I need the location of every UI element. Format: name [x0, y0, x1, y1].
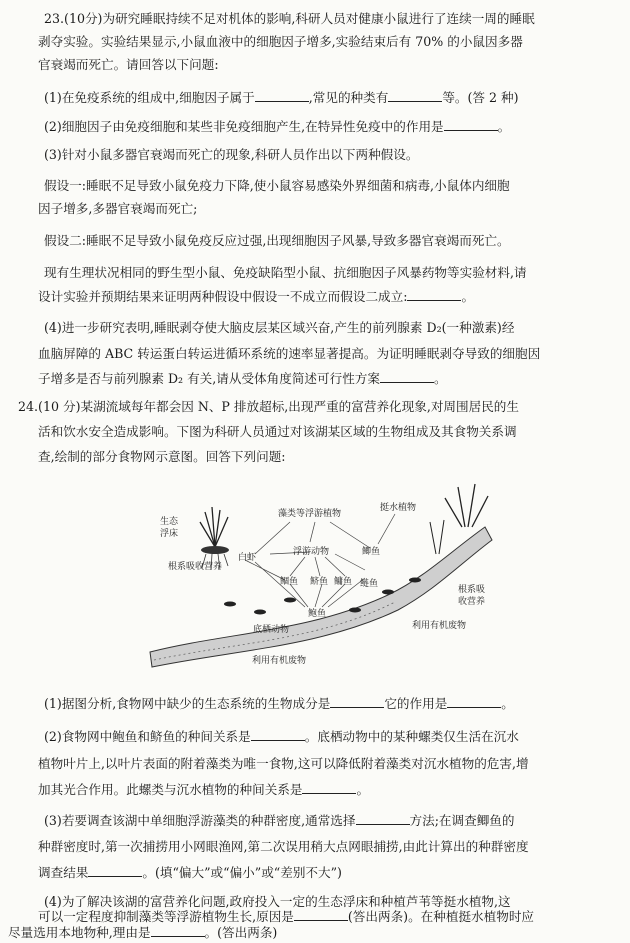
label-root-absorb-2b: 收营养: [458, 597, 486, 607]
q23-part1: [0, 89, 630, 107]
q24-part1-a: (1)据图分析,食物网中缺少的生态系统的生物成分是: [44, 696, 331, 711]
label-root-absorb: 根系吸收营养: [168, 562, 223, 572]
q24-part3-line-1: [0, 812, 630, 830]
q23-part4-text: 子增多是否与前列腺素 D₂ 有关,请从受体角度简述可行性方案: [38, 371, 380, 386]
label-emergent: 挺水植物: [380, 503, 417, 513]
q24-part2-a: (2)食物网中鲍鱼和鲚鱼的种间关系是: [44, 729, 251, 744]
q23-part4-line-2: 血脑屏障的 ABC 转运蛋白转运进循环系统的速率显著提高。为证明睡眠剥夺导致的细胞因: [38, 346, 541, 361]
label-fish-lian: 鲢鱼: [360, 579, 379, 589]
answer-blank: [407, 288, 461, 301]
q23-stem-line-2: 剥夺实验。实验结果显示,小鼠血液中的细胞因子增多,实验结束后有 70% 的小鼠因多器: [38, 34, 523, 49]
q24-part3-d: 。(填“偏大”或“偏小”或“差别不大”): [142, 865, 342, 880]
hypothesis-1-line-2: 因子增多,多器官衰竭而死亡;: [38, 201, 198, 216]
floating-bed-plant: [200, 507, 229, 570]
label-benthos: 底栖动物: [253, 625, 290, 635]
q24-part4-c: 尽量选用本地物种,理由是: [8, 925, 151, 940]
q23-part2-a: (2)细胞因子由免疫细胞和某些非免疫细胞产生,在特异性免疫中的作用是: [44, 119, 444, 134]
hypothesis-1-line-1: 假设一:睡眠不足导致小鼠免疫力下降,使小鼠容易感染外界细菌和病毒,小鼠体内细胞: [44, 178, 510, 193]
label-fish-gu: 鲴鱼: [280, 577, 299, 587]
q24-part3-line-3: [0, 864, 630, 882]
label-zooplankton: 浮游动物: [293, 547, 330, 557]
label-fish-ji: 鲫鱼: [362, 547, 381, 557]
answer-blank: [255, 89, 309, 102]
q23-stem-line-1: 23.(10分)为研究睡眠持续不足对机体的影响,科研人员对健康小鼠进行了连续一周的睡眠: [44, 11, 535, 26]
q23-part2-b: 。: [497, 119, 511, 134]
label-eco-bed-1: 生态: [160, 517, 179, 527]
q23-part2: [0, 118, 630, 136]
answer-blank: [251, 728, 305, 741]
q24-part4-line-1: (4)为了解决该湖的富营养化问题,政府投入一定的生态浮床和种植芦苇等挺水植物,这: [44, 894, 511, 909]
q24-part2-b: 。底栖动物中的某种螺类仅生活在沉水: [304, 729, 519, 744]
q24-part1: (1)据图分析,食物网中缺少的生态系统的生物成分是 它的作用是 。: [44, 696, 514, 711]
answer-blank: [151, 924, 205, 937]
q23-materials-line-1: 现有生理状况相同的野生型小鼠、免疫缺陷型小鼠、抗细胞因子风暴药物等实验材料,请: [44, 265, 527, 280]
label-shrimp: 白虾: [238, 553, 257, 563]
q24-part1-b: 它的作用是: [384, 696, 448, 711]
q23-part1-a: (1)在免疫系统的组成中,细胞因子属于: [44, 90, 255, 105]
food-web-diagram: [140, 482, 500, 672]
answer-blank: [294, 908, 348, 921]
q24-part2-line-1: [0, 728, 630, 746]
answer-blank: [447, 695, 501, 708]
label-fish-bao: 鲍鱼: [308, 609, 327, 619]
label-organic-waste-1: 利用有机废物: [412, 621, 467, 631]
q24-part2-line-3: 加其光合作用。此螺类与沉水植物的种间关系是 。: [38, 782, 370, 797]
label-fish-yong: 鳙鱼: [334, 577, 353, 587]
q24-part3-c: 调查结果: [38, 865, 89, 880]
q24-part4-line-3: [0, 924, 630, 942]
answer-blank: [356, 812, 410, 825]
q24-part2-c: 加其光合作用。此螺类与沉水植物的种间关系是: [38, 782, 303, 797]
q24-part3-line-2: 种群密度时,第一次捕捞用小网眼渔网,第二次误用稍大点网眼捕捞,由此计算出的种群密度: [38, 839, 529, 854]
answer-blank: [388, 89, 442, 102]
q24-part4-b: (答出两条)。在种植挺水植物时应: [347, 909, 535, 924]
food-web-arrows: [245, 514, 395, 607]
label-fish-jian: 鲚鱼: [310, 577, 329, 587]
answer-blank: [302, 781, 356, 794]
q24-stem-line-2: 活和饮水安全造成影响。下图为科研人员通过对该湖某区域的生物组成及其食物关系调: [38, 424, 517, 439]
answer-blank: [380, 370, 434, 383]
q24-part4-d: 。(答出两条): [204, 925, 278, 940]
label-root-absorb-2a: 根系吸: [458, 585, 486, 595]
answer-blank: [330, 695, 384, 708]
q23-part1-c: 等。(答 2 种): [442, 90, 519, 105]
q23-part4-line-1: (4)进一步研究表明,睡眠剥夺使大脑皮层某区域兴奋,产生的前列腺素 D₂(一种激素)经: [44, 320, 515, 335]
q23-materials-text: 设计实验并预期结果来证明两种假设中假设一不成立而假设二成立:: [38, 289, 408, 304]
q24-part3-a: (3)若要调查该湖中单细胞浮游藻类的种群密度,通常选择: [44, 813, 356, 828]
q24-stem-line-3: 查,绘制的部分食物网示意图。回答下列问题:: [38, 449, 286, 464]
answer-blank: [88, 864, 142, 877]
q24-part2-line-2: 植物叶片上,以叶片表面的附着藻类为唯一食物,这可以降低附着藻类对沉水植物的危害,增: [38, 756, 529, 771]
q24-stem-line-1: 24.(10 分)某湖流域每年都会因 N、P 排放超标,出现严重的富营养化现象,对周围居民的生: [18, 399, 519, 414]
label-algae: 藻类等浮游植物: [278, 509, 342, 519]
q24-part3-b: 方法;在调查鲫鱼的: [409, 813, 515, 828]
label-organic-waste-2: 利用有机废物: [252, 656, 307, 666]
q24-part4-a: 可以一定程度抑制藻类等浮游植物生长,原因是: [38, 909, 294, 924]
q23-part3: (3)针对小鼠多器官衰竭而死亡的现象,科研人员作出以下两种假设。: [44, 147, 419, 162]
hypothesis-2: 假设二:睡眠不足导致小鼠免疫反应过强,出现细胞因子风暴,导致多器官衰竭而死亡。: [44, 233, 510, 248]
answer-blank: [444, 118, 498, 131]
q23-stem-line-3: 官衰竭而死亡。请回答以下问题:: [38, 57, 219, 72]
q23-part1-b: ,常见的种类有: [308, 90, 389, 105]
q23-part4-line-3: 子增多是否与前列腺素 D₂ 有关,请从受体角度简述可行性方案 。: [38, 371, 447, 386]
q23-materials-line-2: 设计实验并预期结果来证明两种假设中假设一不成立而假设二成立: 。: [38, 289, 475, 304]
label-eco-bed-2: 浮床: [160, 529, 179, 539]
